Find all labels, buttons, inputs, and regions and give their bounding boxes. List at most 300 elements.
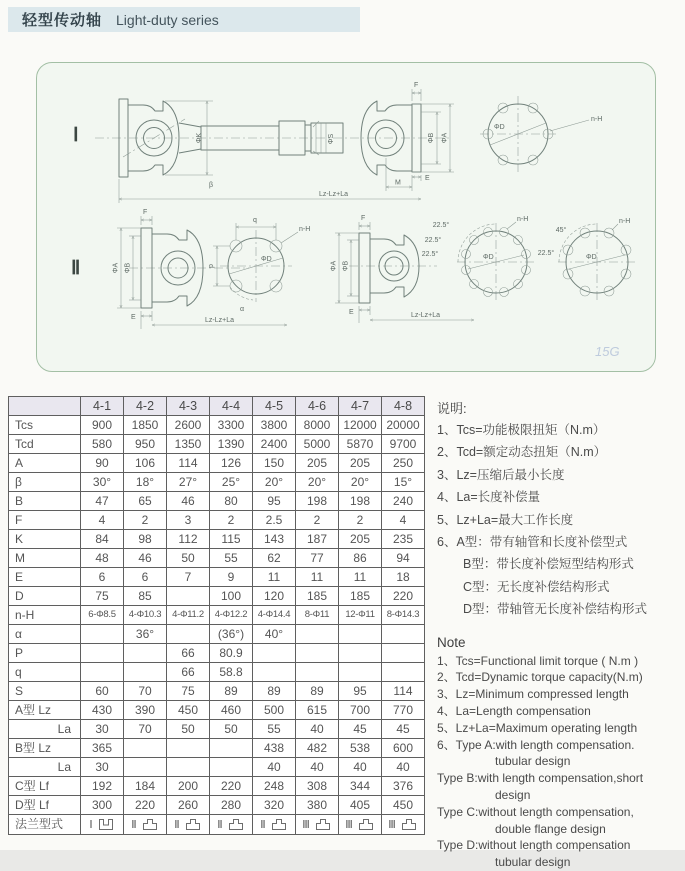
cell: 365 [81, 739, 124, 758]
dim-angle: 22.5° [421, 251, 439, 258]
row-label: q [9, 663, 81, 682]
cell [296, 625, 339, 644]
cell: 89 [253, 682, 296, 701]
watermark: 15G [595, 344, 620, 359]
row-label: Tcd [9, 435, 81, 454]
cell: 70 [124, 682, 167, 701]
cell: 95 [253, 492, 296, 511]
note-line: double flange design [495, 821, 606, 836]
cell: 95 [339, 682, 382, 701]
cell: 320 [253, 796, 296, 815]
row-label: A [9, 454, 81, 473]
note-line: tubular design [495, 855, 571, 870]
cell: 250 [382, 454, 425, 473]
cell: 25° [210, 473, 253, 492]
cell: 40 [296, 758, 339, 777]
cell: 80.9 [210, 644, 253, 663]
cell [339, 644, 382, 663]
cell: 390 [124, 701, 167, 720]
cell: 75 [81, 587, 124, 606]
flange-end-view-6holes [480, 96, 602, 172]
dim-e: E [131, 314, 136, 321]
col-header: 4-4 [210, 397, 253, 416]
table-row [9, 663, 425, 682]
cell: 48 [81, 549, 124, 568]
flange-roman: Ⅲ [302, 818, 310, 831]
cell: 198 [296, 492, 339, 511]
flange-roman: Ⅱ [260, 818, 266, 831]
row-label: n-H [9, 606, 81, 625]
note-line: D型：带轴管无长度补偿结构形式 [463, 602, 648, 617]
cell: 3 [167, 511, 210, 530]
cell: 200 [167, 777, 210, 796]
row-label: S [9, 682, 81, 701]
cell: 308 [296, 777, 339, 796]
technical-drawing [37, 63, 655, 371]
cell: 100 [210, 587, 253, 606]
dim-angle: 22.5° [424, 237, 442, 244]
col-header: 4-7 [339, 397, 382, 416]
cell [167, 758, 210, 777]
cell: 280 [210, 796, 253, 815]
cell: 770 [382, 701, 425, 720]
cell: 40° [253, 625, 296, 644]
dim-e: E [425, 175, 430, 182]
notes [437, 398, 683, 871]
dim-phi-d: ΦD [586, 254, 597, 261]
yoke-side-view-2 [331, 215, 475, 323]
cell [167, 587, 210, 606]
cell: 900 [81, 416, 124, 435]
cell: 18 [382, 568, 425, 587]
cell: 500 [253, 701, 296, 720]
drive-shaft-side-view [95, 82, 454, 203]
cell: 66 [167, 663, 210, 682]
note-line: 6、A型：带有轴管和长度补偿型式 [437, 535, 628, 550]
col-header: 4-6 [296, 397, 339, 416]
cell: 6-Φ8.5 [81, 606, 124, 625]
dim-phi-d: ΦD [494, 124, 505, 131]
cell: 150 [253, 454, 296, 473]
note-line: 5、Lz+La=Maximum operating length [437, 720, 638, 735]
table-row [9, 435, 425, 454]
cell: 20° [296, 473, 339, 492]
cell [124, 663, 167, 682]
cell: 8000 [296, 416, 339, 435]
cell: 11 [296, 568, 339, 587]
cell: 6 [81, 568, 124, 587]
cell [382, 663, 425, 682]
cell: 4-Φ11.2 [167, 606, 210, 625]
table-row [9, 549, 425, 568]
cell: 112 [167, 530, 210, 549]
cell: 220 [124, 796, 167, 815]
cell: 47 [81, 492, 124, 511]
cell: 2 [339, 511, 382, 530]
cell: 50 [167, 549, 210, 568]
table-row [9, 625, 425, 644]
dim-angle: 45° [555, 227, 567, 234]
cell: 580 [81, 435, 124, 454]
row-label: La [9, 758, 81, 777]
note-line: 3、Lz=压缩后最小长度 [437, 467, 565, 482]
convex-flange-icon [227, 817, 245, 832]
cell: 60 [81, 682, 124, 701]
cell: 11 [339, 568, 382, 587]
cell: 205 [339, 454, 382, 473]
convex-flange-icon [270, 817, 288, 832]
diagram-panel [36, 62, 656, 372]
cell: 220 [382, 587, 425, 606]
cell: 1390 [210, 435, 253, 454]
cell: 65 [124, 492, 167, 511]
flange-roman: Ⅲ [388, 818, 396, 831]
cell: 615 [296, 701, 339, 720]
dim-n-h: n-H [299, 226, 311, 233]
cell [382, 644, 425, 663]
row-label: M [9, 549, 81, 568]
cell: 77 [296, 549, 339, 568]
section-label-1: Ⅰ [73, 125, 79, 146]
cell: 7 [167, 568, 210, 587]
cell: 376 [382, 777, 425, 796]
dim-phi-k: ΦK [196, 132, 203, 144]
cell: 58.8 [210, 663, 253, 682]
table-row [9, 454, 425, 473]
cell: 2400 [253, 435, 296, 454]
cell: 55 [253, 720, 296, 739]
cell: 205 [339, 530, 382, 549]
cell: 89 [210, 682, 253, 701]
dim-n-h: n-H [517, 216, 529, 223]
dim-phi-a: ΦA [112, 262, 120, 274]
cell [253, 644, 296, 663]
table-row [9, 815, 425, 835]
cell: 4-Φ12.2 [210, 606, 253, 625]
note-line: tubular design [495, 754, 571, 769]
table-row [9, 492, 425, 511]
row-label: B [9, 492, 81, 511]
cell: 115 [210, 530, 253, 549]
convex-flange-icon [400, 817, 418, 832]
dim-f: F [143, 209, 148, 216]
note-line: 2、Tcd=额定动态扭矩（N.m） [437, 445, 607, 460]
cell: 12000 [339, 416, 382, 435]
row-label: B型 Lz [9, 739, 81, 758]
cell: 2600 [167, 416, 210, 435]
dim-q: q [253, 217, 257, 224]
cell: 300 [81, 796, 124, 815]
cell: 205 [296, 454, 339, 473]
cell: 2 [124, 511, 167, 530]
table-row [9, 682, 425, 701]
note-line: design [495, 788, 531, 803]
cell: 4 [382, 511, 425, 530]
cell: 114 [167, 454, 210, 473]
cell: (36°) [210, 625, 253, 644]
title-cn: 轻型传动轴 [22, 12, 103, 29]
cell [339, 625, 382, 644]
row-label: E [9, 568, 81, 587]
note-line: 4、La=长度补偿量 [437, 490, 541, 505]
dim-phi-a: ΦA [441, 132, 449, 144]
notes-en-lines [437, 653, 683, 871]
row-label: β [9, 473, 81, 492]
cell: 438 [253, 739, 296, 758]
cell: 9 [210, 568, 253, 587]
cell: 248 [253, 777, 296, 796]
cell: 89 [296, 682, 339, 701]
cell: 405 [339, 796, 382, 815]
section-label-2: Ⅱ [71, 258, 81, 279]
notes-cn [437, 398, 683, 621]
bolt-circle-8holes [538, 218, 636, 301]
spec-table-head [9, 397, 425, 416]
convex-flange-icon [357, 817, 375, 832]
dim-e: E [349, 309, 354, 316]
cell: 460 [210, 701, 253, 720]
cell: 482 [296, 739, 339, 758]
cell: 9700 [382, 435, 425, 454]
cell: 380 [296, 796, 339, 815]
cell: 55 [210, 549, 253, 568]
row-label: D [9, 587, 81, 606]
flange-roman: Ⅱ [174, 818, 180, 831]
convex-flange-icon [141, 817, 159, 832]
cell: 20000 [382, 416, 425, 435]
cell: 30° [81, 473, 124, 492]
cell: 11 [253, 568, 296, 587]
cell: 3300 [210, 416, 253, 435]
cell: 40 [339, 758, 382, 777]
dim-phi-s: ΦS [328, 133, 335, 145]
table-row [9, 701, 425, 720]
spec-table-body [9, 416, 425, 835]
cell: 450 [382, 796, 425, 815]
cell: 4 [81, 511, 124, 530]
cell: 90 [81, 454, 124, 473]
cell: 220 [210, 777, 253, 796]
note-line: Type B:with length compensation,short [437, 771, 644, 786]
cell: 62 [253, 549, 296, 568]
cell: 5870 [339, 435, 382, 454]
dim-lz: Lz-Lz+La [205, 317, 234, 324]
cell: 600 [382, 739, 425, 758]
row-label: Tcs [9, 416, 81, 435]
cell: 240 [382, 492, 425, 511]
cell: 6 [124, 568, 167, 587]
cell [167, 815, 210, 835]
cell: 106 [124, 454, 167, 473]
table-row [9, 777, 425, 796]
dim-p: p [208, 264, 215, 268]
convex-flange-icon [184, 817, 202, 832]
row-label: D型 Lf [9, 796, 81, 815]
cell: 450 [167, 701, 210, 720]
dim-alpha: α [240, 306, 245, 313]
flange-roman: Ⅱ [131, 818, 137, 831]
note-line: 5、Lz+La=最大工作长度 [437, 512, 574, 527]
cell [81, 663, 124, 682]
cell [167, 625, 210, 644]
cell: 5000 [296, 435, 339, 454]
cell: 1350 [167, 435, 210, 454]
dim-n-h: n-H [619, 218, 631, 225]
cell: 30 [81, 720, 124, 739]
table-row [9, 644, 425, 663]
cell: 40 [296, 720, 339, 739]
cell: 40 [253, 758, 296, 777]
cell [124, 758, 167, 777]
col-header: 4-1 [81, 397, 124, 416]
table-row [9, 720, 425, 739]
cell [210, 739, 253, 758]
cell: 950 [124, 435, 167, 454]
cell: 114 [382, 682, 425, 701]
table-row [9, 606, 425, 625]
table-row [9, 796, 425, 815]
cell: 86 [339, 549, 382, 568]
cell: 185 [296, 587, 339, 606]
cell: 192 [81, 777, 124, 796]
cell [382, 625, 425, 644]
convex-flange-icon [314, 817, 332, 832]
dim-m: M [395, 179, 401, 187]
note-line: C型：无长度补偿结构形式 [463, 579, 610, 594]
table-row [9, 511, 425, 530]
dim-angle: 22.5° [537, 250, 555, 257]
table-row [9, 568, 425, 587]
cell: 15° [382, 473, 425, 492]
header-row [9, 397, 425, 416]
dim-phi-a: ΦA [330, 260, 338, 272]
col-header: 4-2 [124, 397, 167, 416]
cell: 94 [382, 549, 425, 568]
cell [81, 815, 124, 835]
dim-f: F [361, 215, 366, 222]
cell: 344 [339, 777, 382, 796]
cell: 198 [339, 492, 382, 511]
dim-phi-b: ΦB [124, 262, 132, 274]
cell: 184 [124, 777, 167, 796]
flange-roman: Ⅰ [89, 818, 93, 831]
flange-roman: Ⅱ [217, 818, 223, 831]
cell [253, 663, 296, 682]
cell: 75 [167, 682, 210, 701]
row-label: A型 Lz [9, 701, 81, 720]
dim-n-h: n-H [591, 116, 603, 123]
cell: 40 [382, 758, 425, 777]
cell [124, 739, 167, 758]
cell: 4-Φ14.4 [253, 606, 296, 625]
note-line: 1、Tcs=功能极限扭矩（N.m） [437, 423, 606, 437]
cell: 18° [124, 473, 167, 492]
cell: 27° [167, 473, 210, 492]
row-label: 法兰型式 [9, 815, 81, 835]
cell [296, 644, 339, 663]
col-header: 4-5 [253, 397, 296, 416]
row-label: La [9, 720, 81, 739]
corner-cell [9, 397, 81, 416]
cell: 45 [382, 720, 425, 739]
cell: 12-Φ11 [339, 606, 382, 625]
cell: 538 [339, 739, 382, 758]
dim-phi-b: ΦB [342, 260, 350, 272]
table-row [9, 739, 425, 758]
flange-roman: Ⅲ [345, 818, 353, 831]
cell: 4-Φ10.3 [124, 606, 167, 625]
dim-lz: Lz-Lz+La [319, 191, 348, 198]
cell [339, 815, 382, 835]
dim-beta: β [209, 182, 214, 189]
cell: 235 [382, 530, 425, 549]
cell: 120 [253, 587, 296, 606]
note-line: Type C:without length compensation, [437, 804, 634, 819]
cell: 85 [124, 587, 167, 606]
row-label: P [9, 644, 81, 663]
cell: 84 [81, 530, 124, 549]
cell: 185 [339, 587, 382, 606]
bolt-circle-12holes [422, 216, 535, 301]
cell: 700 [339, 701, 382, 720]
dim-phi-b: ΦB [428, 132, 435, 144]
concave-flange-icon [97, 817, 115, 832]
note-line: B型：带长度补偿短型结构形式 [463, 557, 634, 572]
cell: 46 [124, 549, 167, 568]
cell: 8-Φ11 [296, 606, 339, 625]
notes-en [437, 635, 683, 871]
title-en: Light-duty series [116, 11, 219, 28]
cell: 430 [81, 701, 124, 720]
cell: 70 [124, 720, 167, 739]
table-row [9, 587, 425, 606]
table-row [9, 416, 425, 435]
dim-f: F [414, 82, 419, 89]
cell: 260 [167, 796, 210, 815]
cell [210, 758, 253, 777]
note-line: 3、Lz=Minimum compressed length [437, 687, 629, 702]
notes-en-title: Note [437, 634, 466, 650]
cell [382, 815, 425, 835]
cell [124, 644, 167, 663]
cell: 36° [124, 625, 167, 644]
cell [253, 815, 296, 835]
note-line: 2、Tcd=Dynamic torque capacity(N.m) [437, 670, 643, 685]
col-header: 4-3 [167, 397, 210, 416]
dim-angle: 22.5° [432, 222, 450, 229]
dim-phi-d: ΦD [261, 256, 272, 263]
cell [124, 815, 167, 835]
note-line: 6、Type A:with length compensation. [437, 737, 635, 752]
cell [296, 815, 339, 835]
cell: 30 [81, 758, 124, 777]
cell: 2.5 [253, 511, 296, 530]
cell: 1850 [124, 416, 167, 435]
spec-table [8, 396, 425, 835]
cell [81, 644, 124, 663]
cell: 50 [167, 720, 210, 739]
cell: 126 [210, 454, 253, 473]
cell: 3800 [253, 416, 296, 435]
notes-cn-title: 说明: [437, 401, 467, 416]
notes-cn-lines [437, 419, 683, 621]
cell: 46 [167, 492, 210, 511]
col-header: 4-8 [382, 397, 425, 416]
cell: 2 [210, 511, 253, 530]
cell: 45 [339, 720, 382, 739]
cell: 98 [124, 530, 167, 549]
note-line: 1、Tcs=Functional limit torque ( N.m ) [437, 653, 639, 668]
